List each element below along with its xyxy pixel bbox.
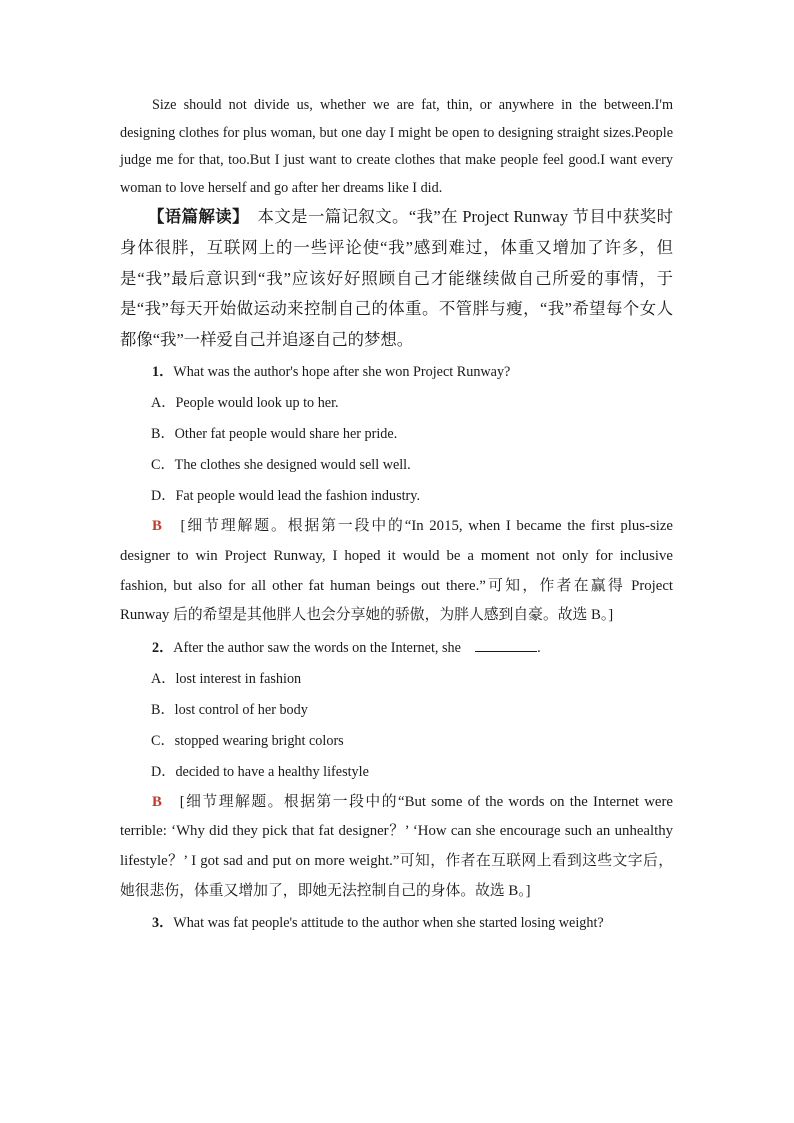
- summary-heading: 【语篇解读】: [148, 207, 241, 227]
- option-text: stopped wearing bright colors: [174, 732, 344, 749]
- question-text: What was the author's hope after she won Project Runway?: [173, 364, 511, 381]
- option-c: [120, 450, 673, 481]
- option-text: People would look up to her.: [175, 395, 339, 412]
- question-text: What was fat people's attitude to the author when she started losing weight?: [173, 915, 604, 932]
- option-text: lost interest in fashion: [175, 670, 302, 687]
- answer-explanation: [120, 512, 673, 630]
- answer-letter: B: [152, 793, 162, 810]
- option-a: [120, 388, 673, 419]
- question-stem: [120, 908, 673, 939]
- option-b: [120, 419, 673, 450]
- option-letter: A．: [151, 395, 176, 412]
- option-a: [120, 664, 673, 695]
- question-stem: [120, 633, 673, 664]
- option-text: lost control of her body: [174, 701, 308, 718]
- option-text: The clothes she designed would sell well.: [174, 457, 411, 474]
- question-end: .: [537, 639, 541, 656]
- option-letter: D．: [151, 763, 176, 780]
- question-number: 3．: [152, 915, 174, 932]
- option-letter: B．: [151, 701, 175, 718]
- option-text: Fat people would lead the fashion industry.: [175, 488, 420, 505]
- answer-explanation: [120, 788, 673, 906]
- question-3: [120, 908, 673, 939]
- option-letter: D．: [151, 488, 176, 505]
- option-letter: C．: [151, 457, 175, 474]
- document-page: [120, 92, 673, 939]
- summary-text: 本文是一篇记叙文。“我”在 Project Runway 节目中获奖时身体很胖，互联网上的一些评论使“我”感到难过，体重又增加了许多，但是“我”最后意识到“我”应该好好照顾自己才能继续做自己所爱的事情，于是“我”每天开始做运动来控制自己的体重。不管胖与瘦，“我”希望每个女人都像“我”一样爱自己并追逐自己的梦想。: [120, 207, 674, 349]
- question-2: [120, 633, 673, 906]
- question-text: After the author saw the words on the Internet, she: [173, 639, 461, 656]
- passage-paragraph: Size should not divide us, whether we are fat, thin, or anywhere in the between.I'm designing clothes for plus woman, but one day I might be open to designing straight sizes.People judge me for that, too.But I just want to create clothes that make people feel good.I want every woman to love herself and go after her dreams like I did.: [120, 97, 673, 196]
- option-d: [120, 481, 673, 512]
- option-letter: A．: [151, 670, 176, 687]
- option-letter: C．: [151, 732, 175, 749]
- answer-blank: [475, 639, 537, 652]
- option-b: [120, 695, 673, 726]
- answer-letter: B: [152, 518, 162, 535]
- question-number: 2．: [152, 639, 174, 656]
- passage-summary: [120, 202, 673, 355]
- option-text: Other fat people would share her pride.: [174, 426, 398, 443]
- option-letter: B．: [151, 426, 175, 443]
- option-c: [120, 726, 673, 757]
- explanation-text: [细节理解题。根据第一段中的“In 2015, when I became the first plus-size designer to win Project Runway, I hoped it would be a moment not only for inclusive fashion, but also for all other fat human beings out there.”可知，作者在赢得 Project Runway 后的希望是其他胖人也会分享她的骄傲，为胖人感到自豪。故选 B。]: [120, 518, 673, 624]
- question-1: [120, 357, 673, 630]
- explanation-text: [细节理解题。根据第一段中的“But some of the words on the Internet were terrible: ‘Why did they pick that fat designer？’ ‘How can she encourage such an unhealthy lifestyle？’ I got sad and put on more weight.”可知，作者在互联网上看到这些文字后，她很悲伤，体重又增加了，即她无法控制自己的身体。故选 B。]: [120, 793, 673, 899]
- option-d: [120, 757, 673, 788]
- option-text: decided to have a healthy lifestyle: [175, 763, 369, 780]
- question-number: 1．: [152, 364, 174, 381]
- question-stem: [120, 357, 673, 388]
